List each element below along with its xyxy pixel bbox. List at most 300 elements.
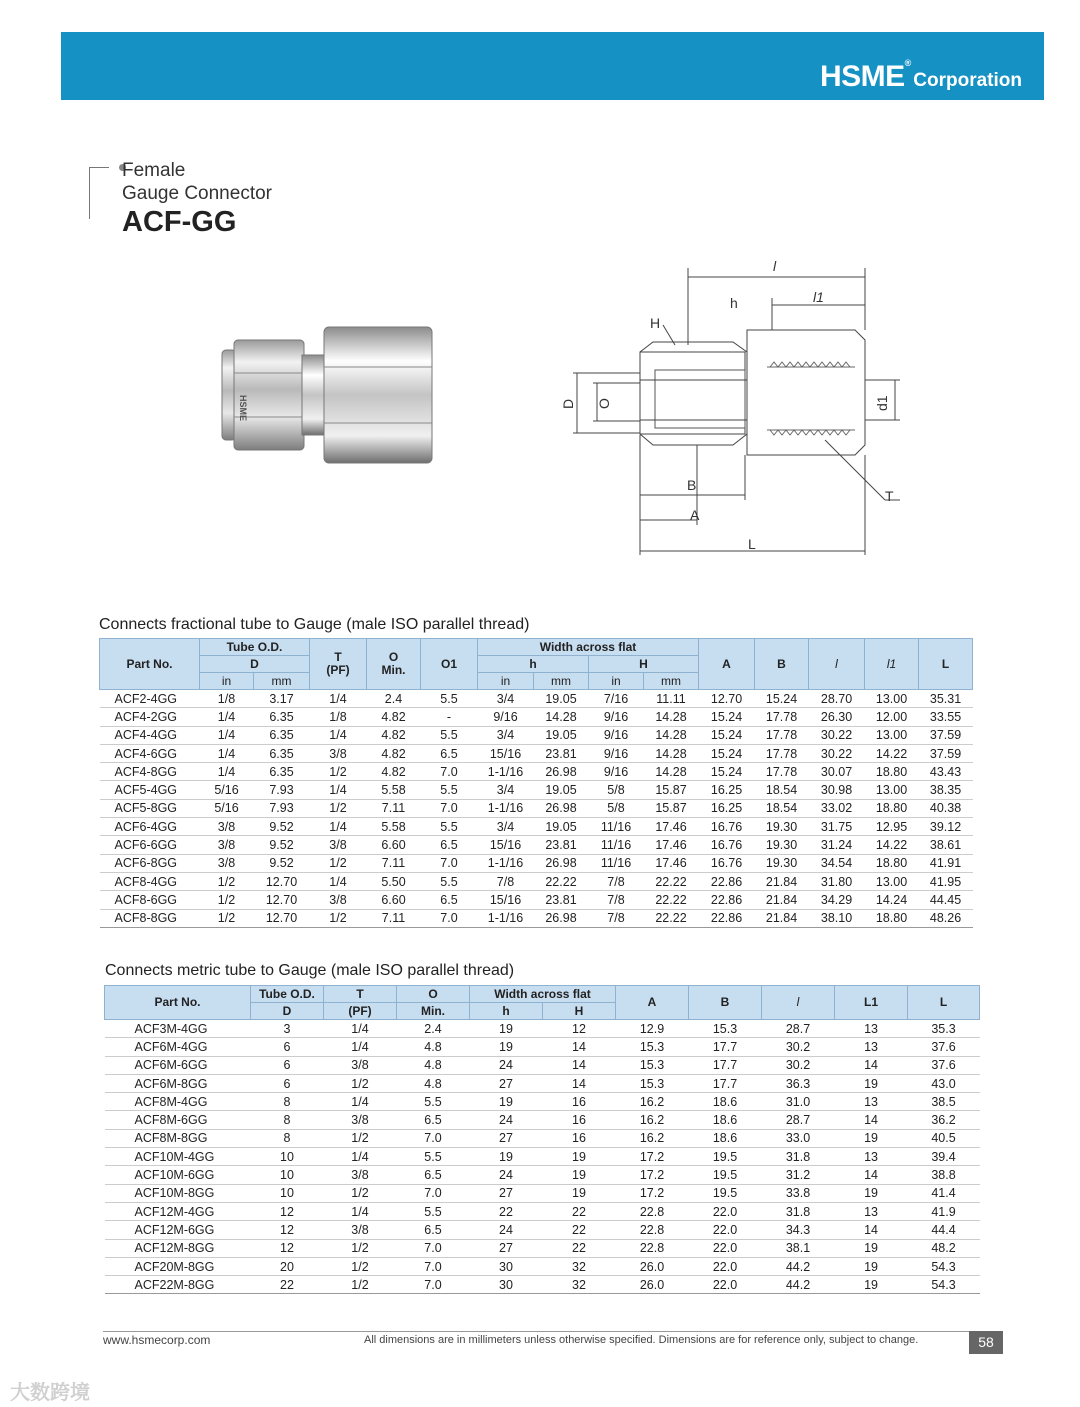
- table-cell: 5.50: [367, 872, 421, 890]
- table-cell: 19: [470, 1148, 543, 1166]
- table2-caption: Connects metric tube to Gauge (male ISO parallel thread): [105, 962, 515, 979]
- table-cell: 30.22: [809, 744, 865, 762]
- col-unit-mm: mm: [254, 673, 310, 690]
- table-cell: 33.0: [762, 1129, 835, 1147]
- table-cell: 19.5: [689, 1166, 762, 1184]
- part-number-cell: ACF6-8GG: [100, 854, 200, 872]
- table-cell: 22.8: [616, 1221, 689, 1239]
- table-cell: 15.24: [699, 763, 755, 781]
- table-cell: 31.8: [762, 1202, 835, 1220]
- table-cell: 5.5: [421, 726, 478, 744]
- table-cell: 18.80: [865, 763, 919, 781]
- table-cell: 19: [543, 1184, 616, 1202]
- table-cell: 6.60: [367, 891, 421, 909]
- table-cell: 3/8: [324, 1056, 397, 1074]
- table-cell: 28.70: [809, 690, 865, 708]
- table-cell: 26.98: [534, 799, 589, 817]
- table-row: [105, 1257, 980, 1275]
- table-cell: 41.9: [908, 1202, 980, 1220]
- table-cell: 22.22: [644, 909, 699, 927]
- table-cell: 1/2: [310, 799, 367, 817]
- table-cell: 14: [543, 1056, 616, 1074]
- table-cell: 38.10: [809, 909, 865, 927]
- part-number-cell: ACF3M-4GG: [105, 1020, 251, 1038]
- table-cell: 1/4: [200, 744, 254, 762]
- brand-reg-mark: ®: [904, 58, 912, 68]
- table-cell: 40.38: [919, 799, 973, 817]
- table-row: [105, 1093, 980, 1111]
- table-cell: 16: [543, 1129, 616, 1147]
- brand-suffix: Corporation: [913, 70, 1022, 91]
- table-row: [105, 1166, 980, 1184]
- table-cell: 30.98: [809, 781, 865, 799]
- part-number-cell: ACF12M-4GG: [105, 1202, 251, 1220]
- product-code: ACF-GG: [122, 206, 237, 238]
- table-cell: 40.5: [908, 1129, 980, 1147]
- table-cell: 38.1: [762, 1239, 835, 1257]
- col-a: A: [616, 986, 689, 1020]
- col-a: A: [699, 639, 755, 690]
- col-t: [310, 639, 367, 690]
- table-cell: 26.0: [616, 1257, 689, 1275]
- col-h: h: [478, 656, 589, 673]
- table-cell: 6.35: [254, 708, 310, 726]
- part-number-cell: ACF8M-6GG: [105, 1111, 251, 1129]
- table-cell: 7.11: [367, 799, 421, 817]
- dim-label-d1: d1: [874, 395, 890, 411]
- table-cell: 5/16: [200, 781, 254, 799]
- part-number-cell: ACF6M-4GG: [105, 1038, 251, 1056]
- table-cell: 7.0: [397, 1257, 470, 1275]
- table-cell: 3/8: [324, 1221, 397, 1239]
- col-tube-d: D: [251, 1003, 324, 1020]
- table-cell: 3/8: [310, 744, 367, 762]
- title-bracket-dash: [89, 167, 109, 168]
- table-cell: -: [421, 708, 478, 726]
- table-cell: 7.0: [397, 1239, 470, 1257]
- col-L: L: [908, 986, 980, 1020]
- table-cell: 15/16: [478, 744, 534, 762]
- table-cell: 15.87: [644, 799, 699, 817]
- table-cell: 14: [543, 1074, 616, 1092]
- part-number-cell: ACF8M-4GG: [105, 1093, 251, 1111]
- col-tube-od: Tube O.D.: [200, 639, 310, 656]
- table-cell: 22.86: [699, 909, 755, 927]
- table-cell: 16.76: [699, 854, 755, 872]
- table-cell: 14: [835, 1166, 908, 1184]
- table-cell: 15.24: [699, 726, 755, 744]
- table-cell: 22.22: [534, 872, 589, 890]
- col-H: H: [543, 1003, 616, 1020]
- table-cell: 13.00: [865, 726, 919, 744]
- table-cell: 34.29: [809, 891, 865, 909]
- col-h: h: [470, 1003, 543, 1020]
- table-cell: 9/16: [589, 744, 644, 762]
- table-row: [105, 1239, 980, 1257]
- table-cell: 10: [251, 1166, 324, 1184]
- table-cell: 27: [470, 1074, 543, 1092]
- table-cell: 3/8: [324, 1166, 397, 1184]
- table-cell: 13: [835, 1038, 908, 1056]
- col-unit-in: in: [478, 673, 534, 690]
- table-cell: 19: [835, 1129, 908, 1147]
- table-cell: 19.05: [534, 781, 589, 799]
- table-cell: 17.78: [755, 744, 809, 762]
- table-cell: 3/8: [200, 836, 254, 854]
- table-cell: 11.11: [644, 690, 699, 708]
- table-cell: 22.86: [699, 891, 755, 909]
- table-cell: 2.4: [367, 690, 421, 708]
- table-cell: 27: [470, 1129, 543, 1147]
- table-cell: 1/4: [310, 818, 367, 836]
- table-cell: 3/4: [478, 818, 534, 836]
- table-row: [100, 909, 973, 927]
- table-cell: 1/4: [310, 872, 367, 890]
- col-o: O: [397, 986, 470, 1003]
- table-cell: 17.2: [616, 1166, 689, 1184]
- part-number-cell: ACF5-8GG: [100, 799, 200, 817]
- product-photo: [220, 325, 435, 465]
- table-cell: 5.5: [397, 1148, 470, 1166]
- table-cell: 17.46: [644, 854, 699, 872]
- table-cell: 1/4: [324, 1148, 397, 1166]
- table-cell: 15/16: [478, 891, 534, 909]
- table-cell: 22: [543, 1239, 616, 1257]
- table-cell: 7.0: [397, 1276, 470, 1294]
- table-cell: 48.2: [908, 1239, 980, 1257]
- col-l: l: [762, 986, 835, 1020]
- table-cell: 1/2: [324, 1184, 397, 1202]
- table-cell: 2.4: [397, 1020, 470, 1038]
- table-cell: 1/2: [324, 1257, 397, 1275]
- table-cell: 26.98: [534, 763, 589, 781]
- table-cell: 22.0: [689, 1257, 762, 1275]
- table-cell: 1/2: [200, 909, 254, 927]
- table-cell: 44.45: [919, 891, 973, 909]
- table-cell: 10: [251, 1148, 324, 1166]
- table-cell: 19: [835, 1184, 908, 1202]
- dimension-drawing: [555, 255, 900, 560]
- table-cell: 6.35: [254, 726, 310, 744]
- table-cell: 16.2: [616, 1129, 689, 1147]
- table-cell: 11/16: [589, 854, 644, 872]
- table-cell: 5.5: [421, 690, 478, 708]
- dim-label-T: T: [885, 488, 894, 504]
- table-cell: 16.76: [699, 818, 755, 836]
- table-cell: 14.28: [644, 763, 699, 781]
- part-number-cell: ACF12M-8GG: [105, 1239, 251, 1257]
- part-number-cell: ACF6M-8GG: [105, 1074, 251, 1092]
- table-cell: 22: [470, 1202, 543, 1220]
- fractional-spec-table: [99, 638, 973, 928]
- table-cell: 12.70: [254, 872, 310, 890]
- table-cell: 26.98: [534, 854, 589, 872]
- page-number: 58: [969, 1331, 1003, 1354]
- table-cell: 24: [470, 1221, 543, 1239]
- footer-url[interactable]: www.hsmecorp.com: [103, 1333, 211, 1347]
- table-cell: 6: [251, 1038, 324, 1056]
- table-cell: 1/2: [310, 854, 367, 872]
- table-cell: 5.5: [397, 1202, 470, 1220]
- table-cell: 1/4: [310, 781, 367, 799]
- part-number-cell: ACF5-4GG: [100, 781, 200, 799]
- table-cell: 13: [835, 1093, 908, 1111]
- table-cell: 31.2: [762, 1166, 835, 1184]
- col-o-min: Min.: [397, 1003, 470, 1020]
- table-cell: 19.05: [534, 690, 589, 708]
- table-cell: 1/4: [324, 1202, 397, 1220]
- table-row: [100, 744, 973, 762]
- part-number-cell: ACF22M-8GG: [105, 1276, 251, 1294]
- table-cell: 6.5: [421, 836, 478, 854]
- part-number-cell: ACF10M-8GG: [105, 1184, 251, 1202]
- table-cell: 18.80: [865, 909, 919, 927]
- table-cell: 1/4: [200, 763, 254, 781]
- part-number-cell: ACF4-2GG: [100, 708, 200, 726]
- table-cell: 22: [543, 1202, 616, 1220]
- table-cell: 16.76: [699, 836, 755, 854]
- table-cell: 12.70: [699, 690, 755, 708]
- table-cell: 14: [543, 1038, 616, 1056]
- table-cell: 21.84: [755, 909, 809, 927]
- table-cell: 26.98: [534, 909, 589, 927]
- table-cell: 11/16: [589, 818, 644, 836]
- table-cell: 9/16: [478, 708, 534, 726]
- table-cell: 6.35: [254, 763, 310, 781]
- dim-label-D: D: [560, 398, 576, 409]
- table-cell: 18.80: [865, 854, 919, 872]
- table-cell: 32: [543, 1257, 616, 1275]
- table-cell: 19: [835, 1276, 908, 1294]
- table-cell: 3: [251, 1020, 324, 1038]
- table-cell: 34.3: [762, 1221, 835, 1239]
- table-cell: 19: [835, 1257, 908, 1275]
- table-cell: 18.54: [755, 799, 809, 817]
- table-cell: 14.22: [865, 744, 919, 762]
- product-type-line2: Gauge Connector: [122, 183, 272, 204]
- table-cell: 1-1/16: [478, 854, 534, 872]
- table-cell: 3/4: [478, 781, 534, 799]
- dim-label-A: A: [690, 507, 700, 523]
- table-cell: 19: [470, 1038, 543, 1056]
- table-cell: 21.84: [755, 872, 809, 890]
- col-t: T: [324, 986, 397, 1003]
- table-cell: 22.0: [689, 1202, 762, 1220]
- part-number-cell: ACF10M-4GG: [105, 1148, 251, 1166]
- table-row: [100, 836, 973, 854]
- table-row: [105, 1184, 980, 1202]
- table-cell: 33.55: [919, 708, 973, 726]
- table-cell: 22.22: [644, 872, 699, 890]
- col-t-pf: (PF): [326, 663, 350, 677]
- col-o-min: Min.: [381, 663, 406, 677]
- table-cell: 5.58: [367, 818, 421, 836]
- table-cell: 3/4: [478, 690, 534, 708]
- table-cell: 16.25: [699, 799, 755, 817]
- col-tube-d: D: [200, 656, 310, 673]
- col-unit-in: in: [589, 673, 644, 690]
- table-cell: 14: [835, 1221, 908, 1239]
- table-cell: 7.0: [421, 854, 478, 872]
- table-cell: 1/2: [324, 1239, 397, 1257]
- table-cell: 15.3: [616, 1056, 689, 1074]
- table-cell: 35.3: [908, 1020, 980, 1038]
- table-cell: 7.0: [421, 763, 478, 781]
- table1-caption: Connects fractional tube to Gauge (male ISO parallel thread): [99, 616, 530, 633]
- table-cell: 12: [543, 1020, 616, 1038]
- footer-note: All dimensions are in millimeters unless otherwise specified. Dimensions are for reference only, subject to change.: [364, 1334, 919, 1346]
- table-cell: 41.95: [919, 872, 973, 890]
- table-cell: 5.58: [367, 781, 421, 799]
- table-cell: 38.61: [919, 836, 973, 854]
- table-cell: 4.82: [367, 726, 421, 744]
- table-cell: 12: [251, 1221, 324, 1239]
- table-cell: 17.2: [616, 1148, 689, 1166]
- table-cell: 30.2: [762, 1038, 835, 1056]
- table-cell: 41.4: [908, 1184, 980, 1202]
- dim-label-B: B: [687, 477, 697, 493]
- table-cell: 18.80: [865, 799, 919, 817]
- table-row: [105, 1276, 980, 1294]
- table-cell: 5/8: [589, 781, 644, 799]
- table-cell: 31.80: [809, 872, 865, 890]
- table-cell: 1-1/16: [478, 909, 534, 927]
- part-number-cell: ACF4-8GG: [100, 763, 200, 781]
- table-cell: 13.00: [865, 781, 919, 799]
- table-cell: 12.9: [616, 1020, 689, 1038]
- table-row: [105, 1148, 980, 1166]
- table-cell: 14.24: [865, 891, 919, 909]
- table-cell: 14.22: [865, 836, 919, 854]
- table-cell: 1/4: [200, 708, 254, 726]
- col-t-pf: (PF): [324, 1003, 397, 1020]
- table-row: [105, 1221, 980, 1239]
- table-row: [100, 872, 973, 890]
- table-cell: 9/16: [589, 708, 644, 726]
- table-cell: 5.5: [421, 818, 478, 836]
- table-cell: 5.5: [421, 872, 478, 890]
- table-cell: 37.6: [908, 1038, 980, 1056]
- table-cell: 9.52: [254, 854, 310, 872]
- part-number-cell: ACF8-4GG: [100, 872, 200, 890]
- table-cell: 17.2: [616, 1184, 689, 1202]
- table-cell: 6: [251, 1056, 324, 1074]
- table-cell: 38.8: [908, 1166, 980, 1184]
- table-cell: 9/16: [589, 726, 644, 744]
- table-cell: 6: [251, 1074, 324, 1092]
- table-cell: 6.35: [254, 744, 310, 762]
- table-cell: 16: [543, 1093, 616, 1111]
- table-cell: 4.8: [397, 1074, 470, 1092]
- col-o1: O1: [421, 639, 478, 690]
- table-cell: 3.17: [254, 690, 310, 708]
- table-row: [100, 708, 973, 726]
- table-cell: 6.60: [367, 836, 421, 854]
- table-cell: 12.00: [865, 708, 919, 726]
- watermark: 大数跨境: [10, 1382, 90, 1404]
- part-number-cell: ACF4-6GG: [100, 744, 200, 762]
- table-cell: 19.05: [534, 726, 589, 744]
- table-cell: 1/4: [324, 1038, 397, 1056]
- table-cell: 6.5: [421, 744, 478, 762]
- dim-label-l1: l1: [813, 289, 824, 305]
- dim-label-h: h: [730, 295, 738, 311]
- col-unit-in: in: [200, 673, 254, 690]
- table-cell: 5.5: [397, 1093, 470, 1111]
- table-cell: 16.2: [616, 1111, 689, 1129]
- table-cell: 1/2: [324, 1129, 397, 1147]
- col-part-no: Part No.: [105, 986, 251, 1020]
- col-part-no: Part No.: [100, 639, 200, 690]
- table-cell: 6.5: [397, 1166, 470, 1184]
- table-cell: 22.0: [689, 1239, 762, 1257]
- table-cell: 12: [251, 1239, 324, 1257]
- table-cell: 7.0: [421, 909, 478, 927]
- table-row: [105, 1074, 980, 1092]
- part-number-cell: ACF6M-6GG: [105, 1056, 251, 1074]
- col-L1: L1: [835, 986, 908, 1020]
- table-cell: 16: [543, 1111, 616, 1129]
- table-cell: 20: [251, 1257, 324, 1275]
- table-cell: 15.24: [699, 744, 755, 762]
- dim-label-O: O: [596, 398, 612, 409]
- table-row: [105, 1111, 980, 1129]
- table-cell: 11/16: [589, 836, 644, 854]
- table-row: [105, 1056, 980, 1074]
- table-cell: 27: [470, 1184, 543, 1202]
- part-number-cell: ACF4-4GG: [100, 726, 200, 744]
- part-number-cell: ACF6-4GG: [100, 818, 200, 836]
- table-cell: 26.30: [809, 708, 865, 726]
- part-number-cell: ACF20M-8GG: [105, 1257, 251, 1275]
- table-row: [100, 891, 973, 909]
- table-cell: 1/4: [324, 1020, 397, 1038]
- table-cell: 19.30: [755, 818, 809, 836]
- table-cell: 44.4: [908, 1221, 980, 1239]
- table-cell: 1/2: [324, 1276, 397, 1294]
- table-cell: 22: [543, 1221, 616, 1239]
- table-cell: 38.35: [919, 781, 973, 799]
- table-cell: 22.22: [644, 891, 699, 909]
- table-cell: 12.95: [865, 818, 919, 836]
- table-cell: 17.78: [755, 763, 809, 781]
- table-cell: 38.5: [908, 1093, 980, 1111]
- table-cell: 12: [251, 1202, 324, 1220]
- table-cell: 14.28: [644, 744, 699, 762]
- table-cell: 22: [251, 1276, 324, 1294]
- table-cell: 23.81: [534, 744, 589, 762]
- table-cell: 37.59: [919, 744, 973, 762]
- table-cell: 16.2: [616, 1093, 689, 1111]
- table-cell: 17.78: [755, 708, 809, 726]
- table-row: [100, 818, 973, 836]
- table-cell: 22.8: [616, 1239, 689, 1257]
- table-cell: 4.82: [367, 763, 421, 781]
- table-cell: 35.31: [919, 690, 973, 708]
- table-cell: 36.3: [762, 1074, 835, 1092]
- table-cell: 14.28: [644, 726, 699, 744]
- table-cell: 22.0: [689, 1276, 762, 1294]
- table-cell: 7.0: [397, 1184, 470, 1202]
- table-cell: 14.28: [644, 708, 699, 726]
- table-cell: 8: [251, 1111, 324, 1129]
- table-cell: 30.22: [809, 726, 865, 744]
- table-cell: 7/8: [478, 872, 534, 890]
- table-cell: 54.3: [908, 1276, 980, 1294]
- brand-name: HSME: [819, 60, 905, 93]
- table-cell: 44.2: [762, 1257, 835, 1275]
- dim-label-l: l: [773, 258, 777, 274]
